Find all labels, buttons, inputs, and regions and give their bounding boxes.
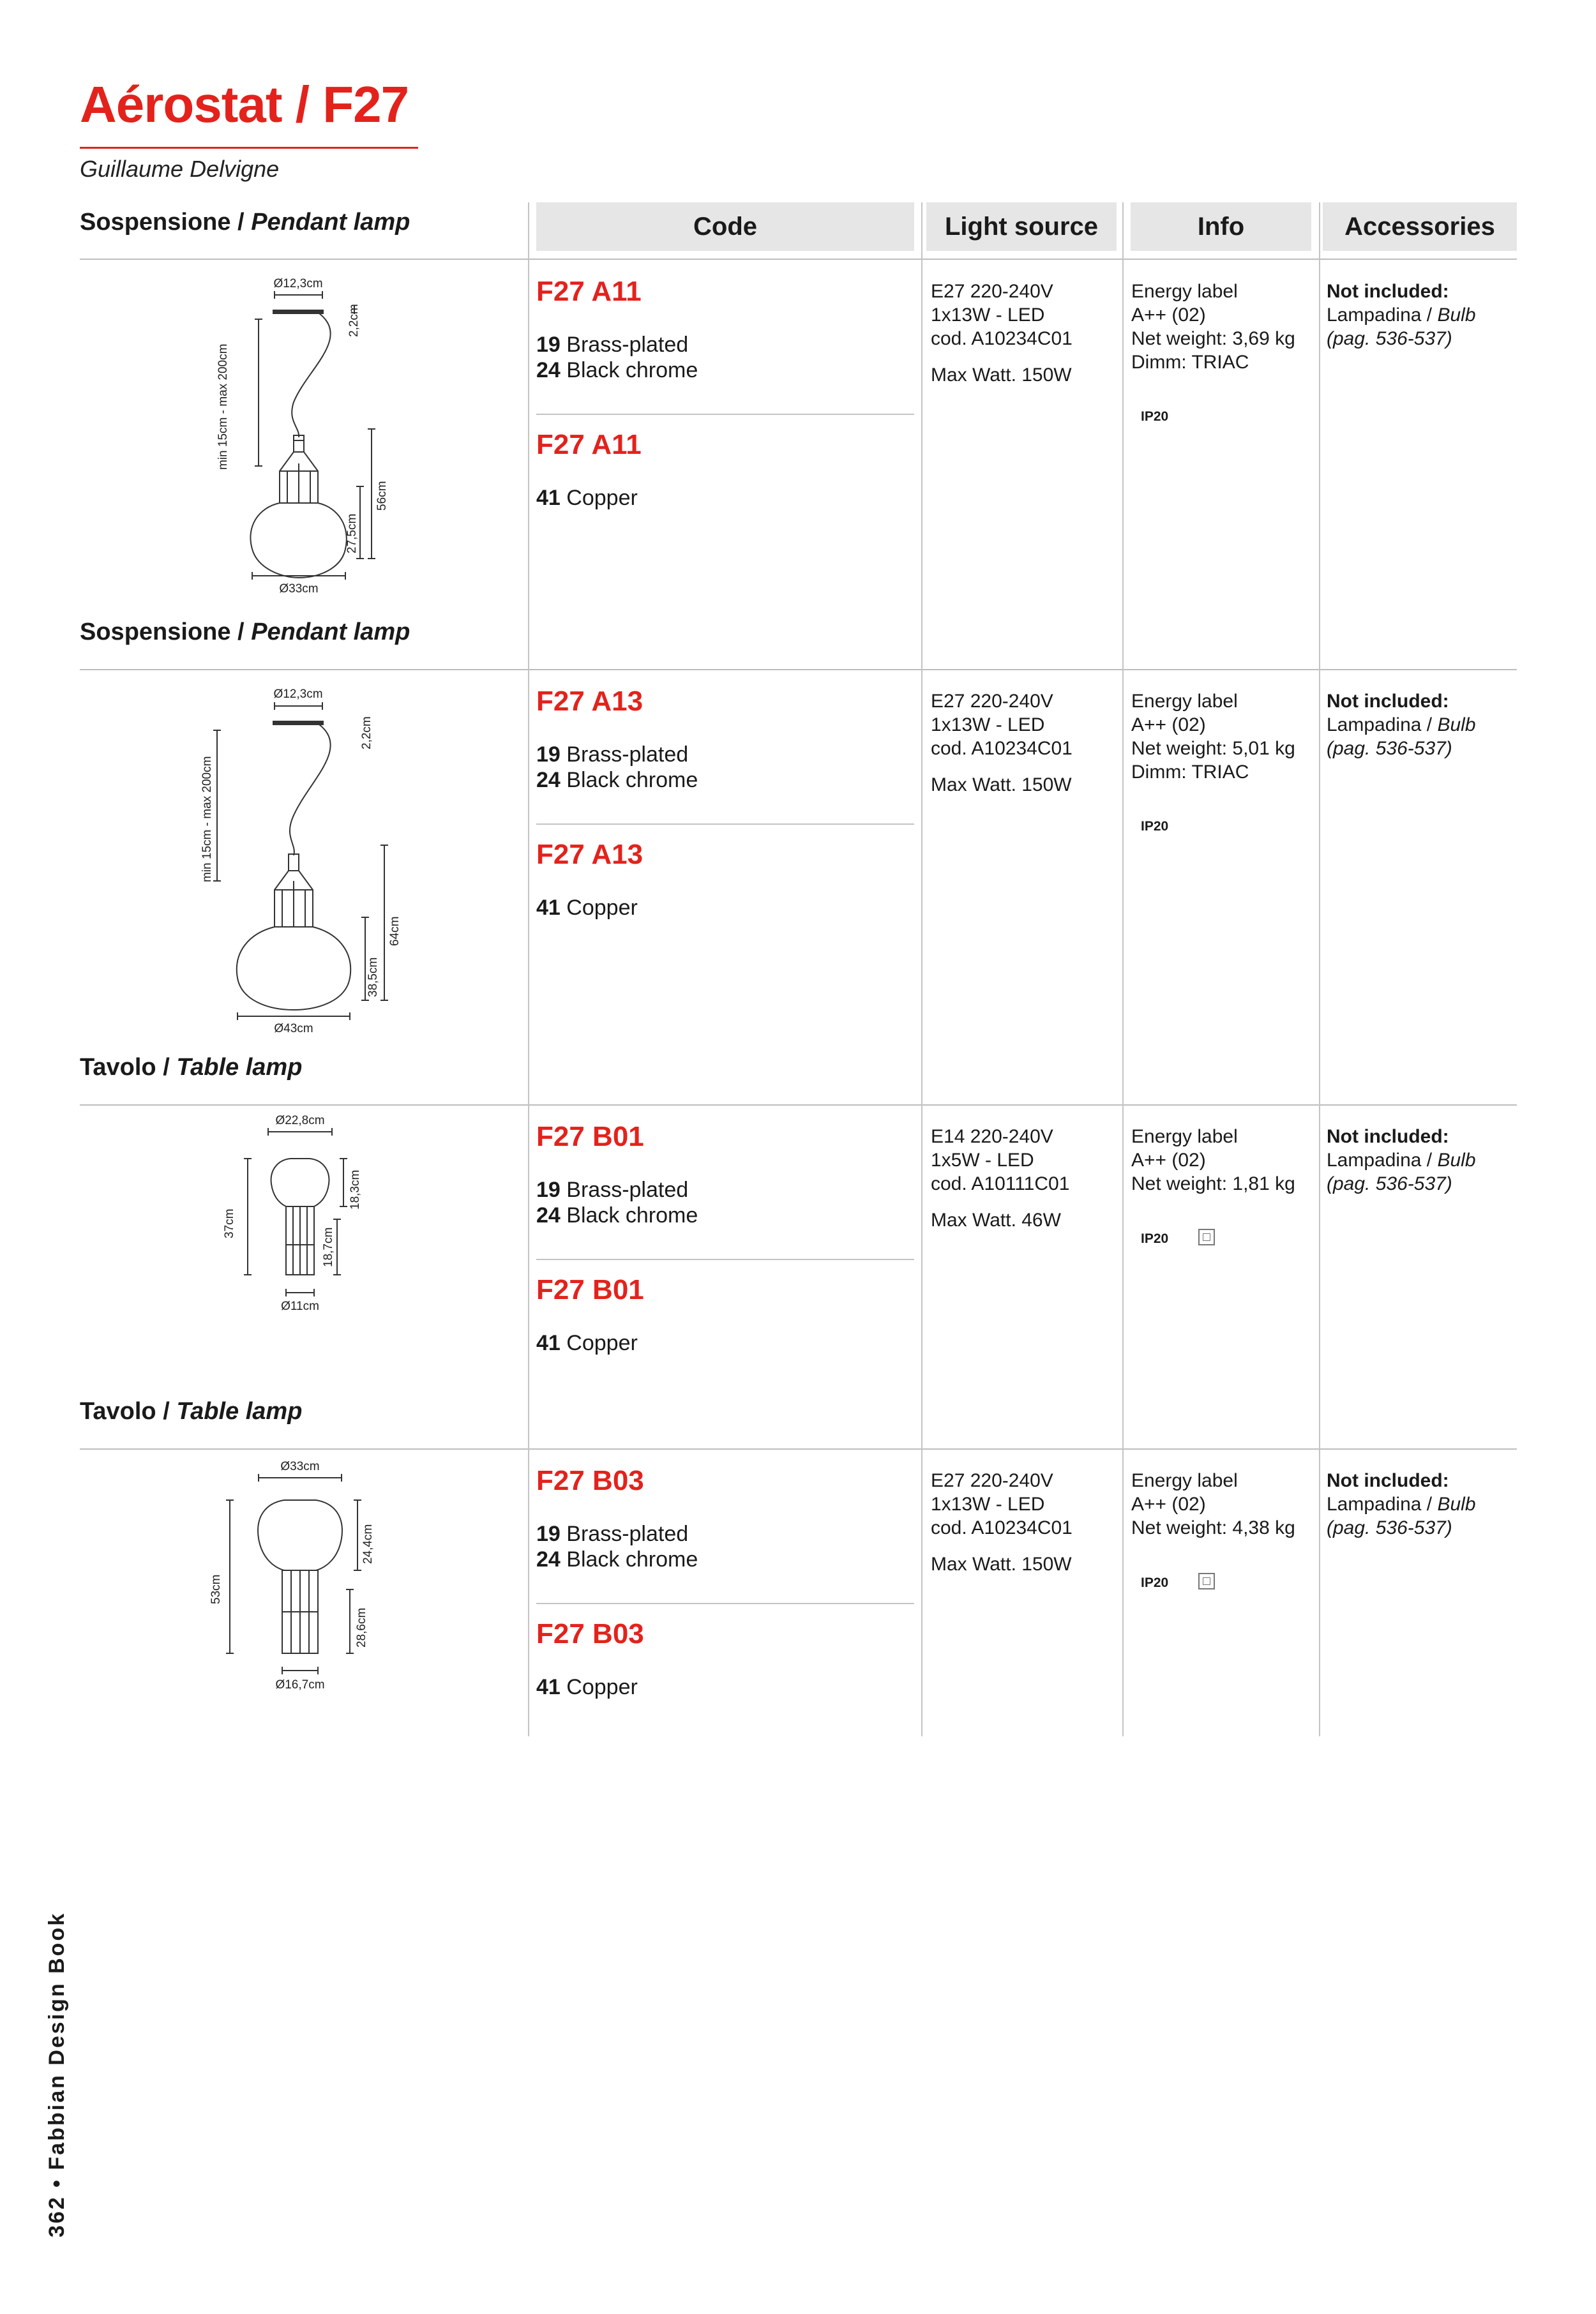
ip-rating: IP20 [1141, 1575, 1169, 1590]
pendant-lamp-drawing [185, 678, 428, 1035]
info-line: Net weight: 4,38 kg [1131, 1517, 1295, 1538]
light-spec: Max Watt. 46W [931, 1210, 1061, 1231]
column-divider [921, 202, 922, 1736]
dimension-label: 56cm [375, 481, 389, 511]
accessories-title: Not included: [1327, 691, 1449, 712]
info-cell [1131, 1125, 1295, 1196]
section-label: Tavolo / Table lamp [80, 1398, 303, 1425]
code-cell [536, 1121, 914, 1356]
page-number: 362 [45, 2195, 69, 2237]
page-footer: 362 • Fabbian Design Book [45, 1911, 69, 2237]
dimension-label: 18,3cm [349, 1169, 362, 1210]
code-cell [536, 686, 914, 920]
info-line: Energy label [1131, 1126, 1238, 1147]
dimension-label: 37cm [223, 1208, 236, 1238]
accessories-pages: (pag. 536-537) [1327, 1173, 1452, 1194]
info-line: A++ (02) [1131, 1494, 1206, 1515]
dimension-label: 2,2cm [360, 716, 373, 749]
table-lamp-drawing [204, 1114, 409, 1325]
info-line: Net weight: 5,01 kg [1131, 738, 1295, 759]
info-line: Energy label [1131, 691, 1238, 712]
code-separator [536, 414, 914, 415]
table-lamp-drawing [198, 1459, 415, 1714]
finish-item: 19 Brass-plated [536, 333, 689, 357]
column-divider [528, 202, 529, 1736]
dimension-label: 38,5cm [366, 957, 380, 997]
light-spec: E27 220-240V [931, 691, 1053, 712]
title-underline [80, 147, 418, 149]
finish-item: 24 Black chrome [536, 358, 698, 382]
dimension-label: min 15cm - max 200cm [200, 756, 214, 882]
accessories-item: Lampadina / Bulb [1327, 304, 1476, 326]
accessories-cell [1327, 1469, 1476, 1540]
info-line: Dimm: TRIAC [1131, 762, 1249, 783]
light-spec: cod. A10234C01 [931, 328, 1073, 349]
info-line: Net weight: 1,81 kg [1131, 1173, 1295, 1194]
column-divider [1122, 202, 1124, 1736]
info-line: Energy label [1131, 1470, 1238, 1491]
finish-item: 41 Copper [536, 896, 638, 920]
light-spec: 1x13W - LED [931, 1494, 1045, 1515]
dimension-label: Ø11cm [281, 1300, 319, 1313]
ip-rating: IP20 [1141, 819, 1169, 834]
light-spec: E27 220-240V [931, 1470, 1053, 1491]
class-ii-insulation-icon [1198, 1573, 1215, 1589]
info-line: A++ (02) [1131, 1150, 1206, 1171]
accessories-title: Not included: [1327, 1126, 1449, 1147]
dimension-label: 64cm [388, 916, 402, 946]
finish-item: 24 Black chrome [536, 768, 698, 792]
light-spec: cod. A10234C01 [931, 738, 1073, 759]
ip-rating: IP20 [1141, 1231, 1169, 1246]
accessories-title: Not included: [1327, 1470, 1449, 1491]
product-code: F27 B01 [536, 1121, 644, 1152]
dimension-label: Ø16,7cm [275, 1678, 325, 1692]
code-separator [536, 1603, 914, 1604]
light-spec: 1x5W - LED [931, 1150, 1034, 1171]
pendant-lamp-drawing [192, 268, 421, 600]
accessories-pages: (pag. 536-537) [1327, 1517, 1452, 1538]
info-line: Dimm: TRIAC [1131, 352, 1249, 373]
finish-item: 41 Copper [536, 1675, 638, 1699]
column-header-light-source: Light source [926, 202, 1117, 251]
accessories-pages: (pag. 536-537) [1327, 328, 1452, 349]
info-cell [1131, 1469, 1295, 1540]
product-code: F27 A11 [536, 429, 642, 460]
info-cell [1131, 689, 1295, 784]
accessories-pages: (pag. 536-537) [1327, 738, 1452, 759]
book-title: Fabbian Design Book [45, 1911, 69, 2170]
light-spec: Max Watt. 150W [931, 364, 1072, 386]
info-line: Energy label [1131, 281, 1238, 302]
light-spec: E14 220-240V [931, 1126, 1053, 1147]
accessories-cell [1327, 280, 1476, 350]
column-divider [1319, 202, 1320, 1736]
product-code: F27 A11 [536, 276, 642, 307]
light-spec: Max Watt. 150W [931, 774, 1072, 795]
dimension-label: 2,2cm [347, 304, 361, 337]
ip-rating: IP20 [1141, 409, 1169, 424]
finish-item: 19 Brass-plated [536, 1178, 689, 1202]
dimension-label: Ø12,3cm [273, 687, 323, 701]
class-ii-insulation-icon [1198, 1229, 1215, 1245]
row-divider [80, 669, 1517, 670]
finish-item: 19 Brass-plated [536, 1522, 689, 1546]
code-separator [536, 823, 914, 825]
finish-item: 19 Brass-plated [536, 742, 689, 767]
dimension-label: Ø33cm [279, 582, 319, 596]
accessories-item: Lampadina / Bulb [1327, 1150, 1476, 1171]
accessories-cell [1327, 1125, 1476, 1196]
dimension-label: 27,5cm [345, 513, 359, 553]
finish-item: 24 Black chrome [536, 1203, 698, 1228]
info-cell [1131, 280, 1295, 374]
dimension-label: Ø33cm [280, 1460, 320, 1473]
section-label: Sospensione / Pendant lamp [80, 209, 410, 236]
accessories-title: Not included: [1327, 281, 1449, 302]
light-source-cell [931, 280, 1073, 387]
light-spec: 1x13W - LED [931, 304, 1045, 326]
light-spec: E27 220-240V [931, 281, 1053, 302]
finish-item: 24 Black chrome [536, 1547, 698, 1572]
light-source-cell [931, 689, 1073, 797]
code-separator [536, 1259, 914, 1260]
product-code: F27 A13 [536, 839, 644, 870]
column-header-code: Code [536, 202, 914, 251]
info-line: Net weight: 3,69 kg [1131, 328, 1295, 349]
light-spec: cod. A10111C01 [931, 1173, 1070, 1194]
dimension-label: min 15cm - max 200cm [216, 343, 230, 470]
page-title: Aérostat / F27 [80, 76, 409, 133]
column-header-accessories: Accessories [1323, 202, 1517, 251]
info-line: A++ (02) [1131, 714, 1206, 735]
row-divider [80, 1104, 1517, 1106]
finish-item: 41 Copper [536, 486, 638, 510]
light-spec: Max Watt. 150W [931, 1554, 1072, 1575]
column-header-info: Info [1131, 202, 1311, 251]
code-cell [536, 1465, 914, 1700]
dimension-label: 24,4cm [361, 1524, 375, 1564]
product-code: F27 B03 [536, 1465, 644, 1496]
row-divider [80, 1448, 1517, 1450]
dimension-label: Ø22,8cm [275, 1114, 325, 1127]
accessories-item: Lampadina / Bulb [1327, 1494, 1476, 1515]
dimension-label: 28,6cm [355, 1607, 368, 1648]
code-cell [536, 276, 914, 511]
dimension-label: 18,7cm [322, 1227, 335, 1267]
light-source-cell [931, 1125, 1069, 1232]
designer-name: Guillaume Delvigne [80, 156, 280, 182]
dimension-label: Ø43cm [274, 1022, 313, 1035]
section-label: Tavolo / Table lamp [80, 1054, 303, 1081]
row-divider [80, 259, 1517, 260]
product-code: F27 B01 [536, 1274, 644, 1305]
accessories-item: Lampadina / Bulb [1327, 714, 1476, 735]
dimension-label: 53cm [209, 1574, 223, 1604]
finish-item: 41 Copper [536, 1331, 638, 1355]
info-line: A++ (02) [1131, 304, 1206, 326]
light-spec: 1x13W - LED [931, 714, 1045, 735]
product-code: F27 A13 [536, 686, 644, 717]
light-source-cell [931, 1469, 1073, 1576]
product-code: F27 B03 [536, 1618, 644, 1649]
accessories-cell [1327, 689, 1476, 760]
dimension-label: Ø12,3cm [273, 277, 323, 290]
light-spec: cod. A10234C01 [931, 1517, 1073, 1538]
section-label: Sospensione / Pendant lamp [80, 619, 410, 645]
